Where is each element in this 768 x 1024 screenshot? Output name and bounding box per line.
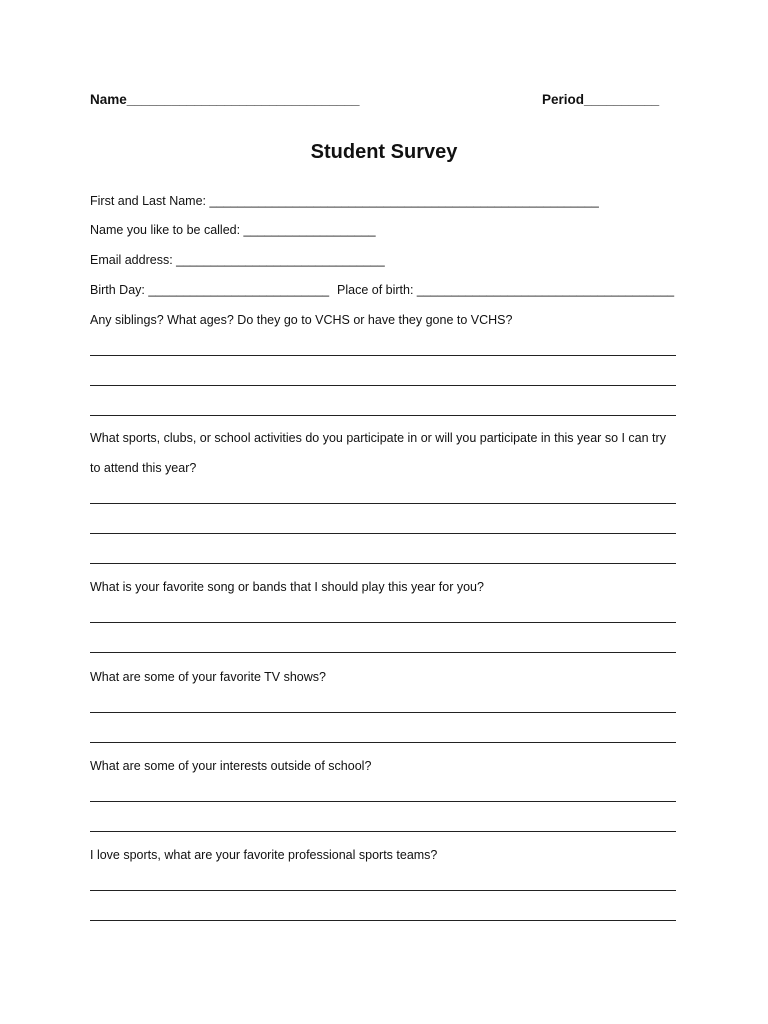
tv-question: What are some of your favorite TV shows? bbox=[90, 670, 326, 684]
nickname-field: Name you like to be called: ___________________ bbox=[90, 223, 376, 237]
birthday-field: Birth Day: __________________________ bbox=[90, 283, 330, 297]
answer-line bbox=[90, 415, 676, 416]
answer-line bbox=[90, 742, 676, 743]
birthplace-field: Place of birth: _____________________________________ bbox=[337, 283, 675, 297]
answer-line bbox=[90, 890, 676, 891]
siblings-question: Any siblings? What ages? Do they go to VCHS or have they gone to VCHS? bbox=[90, 313, 513, 327]
activities-question-line1: What sports, clubs, or school activities do you participate in or will you participate in this year so I can try bbox=[90, 431, 666, 445]
answer-line bbox=[90, 533, 676, 534]
full-name-field: First and Last Name: ________________________________________________________ bbox=[90, 194, 599, 208]
answer-line bbox=[90, 712, 676, 713]
music-question: What is your favorite song or bands that I should play this year for you? bbox=[90, 580, 484, 594]
answer-line bbox=[90, 622, 676, 623]
activities-question-line2: to attend this year? bbox=[90, 461, 197, 475]
email-field: Email address: ______________________________ bbox=[90, 253, 385, 267]
name-label: Name_______________________________ bbox=[90, 92, 360, 107]
answer-line bbox=[90, 920, 676, 921]
answer-line bbox=[90, 563, 676, 564]
answer-line bbox=[90, 385, 676, 386]
sports-teams-question: I love sports, what are your favorite professional sports teams? bbox=[90, 848, 438, 862]
answer-line bbox=[90, 503, 676, 504]
answer-line bbox=[90, 801, 676, 802]
answer-line bbox=[90, 652, 676, 653]
answer-line bbox=[90, 355, 676, 356]
interests-question: What are some of your interests outside of school? bbox=[90, 759, 372, 773]
page-title: Student Survey bbox=[310, 141, 458, 163]
answer-line bbox=[90, 831, 676, 832]
period-label: Period__________ bbox=[542, 92, 660, 107]
